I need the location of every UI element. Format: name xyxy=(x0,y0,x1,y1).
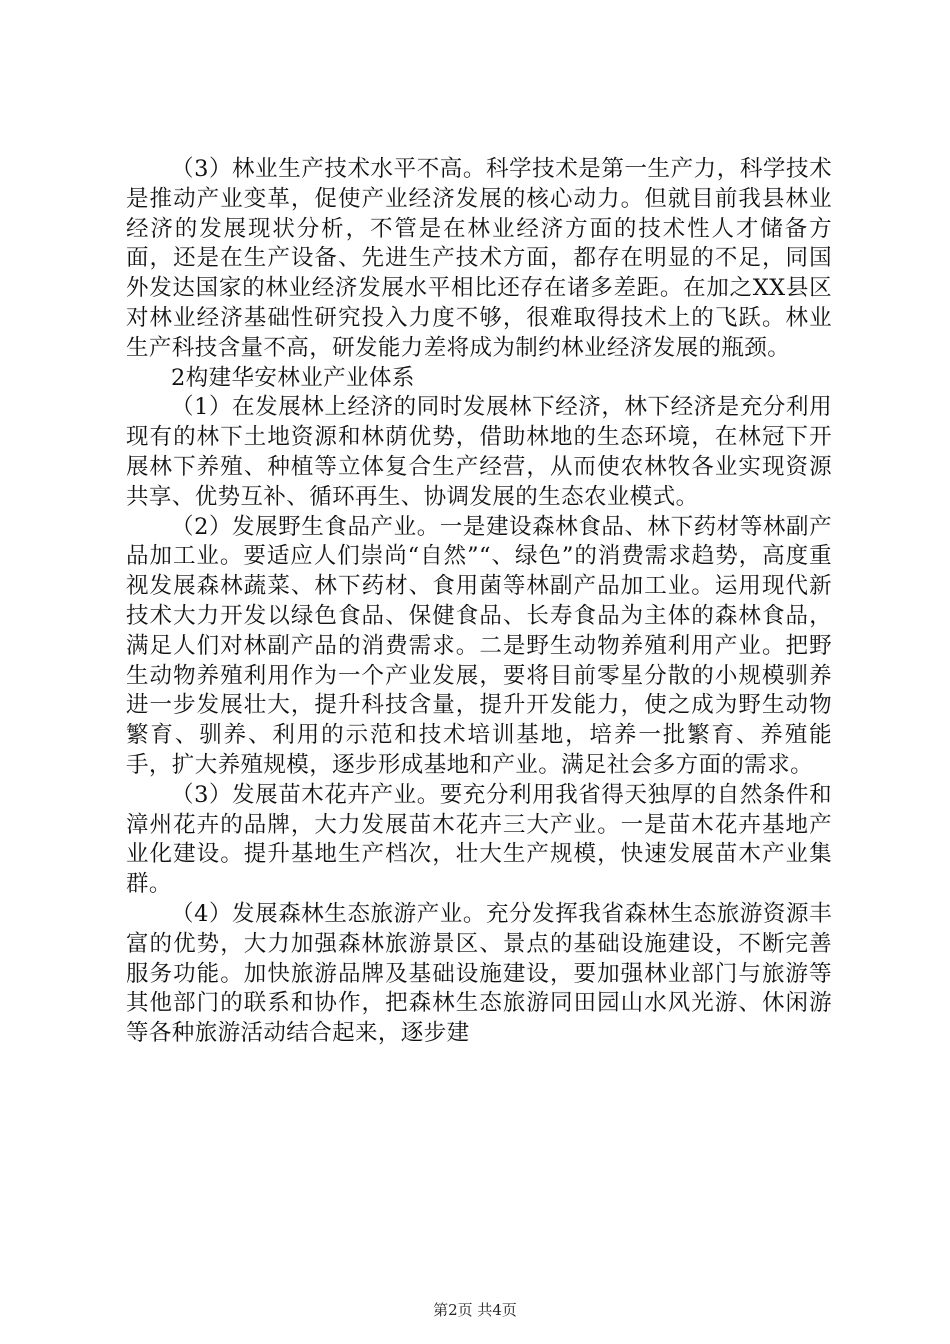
document-body xyxy=(126,155,832,1049)
section-heading-industry-system: 2构建华安林业产业体系 xyxy=(171,364,415,391)
paragraph-nursery-flower-industry: （3）发展苗木花卉产业。要充分利用我省得天独厚的自然条件和漳州花卉的品牌，大力发展苗木花卉三大产业。一是苗木花卉基地产业化建设。提升基地生产档次，壮大生产规模，快速发展苗木产业集群。 xyxy=(126,781,832,898)
paragraph-wild-food-industry: （2）发展野生食品产业。一是建设森林食品、林下药材等林副产品加工业。要适应人们崇尚“自然”“、绿色”的消费需求趋势，高度重视发展森林蔬菜、林下药材、食用菌等林副产品加工业。运用现代新技术大力开发以绿色食品、保健食品、长寿食品为主体的森林食品，满足人们对林副产品的消费需求。二是野生动物养殖利用产业。把野生动物养殖利用作为一个产业发展，要将目前零星分散的小规模驯养进一步发展壮大，提升科技含量，提升开发能力，使之成为野生动物繁育、驯养、利用的示范和技术培训基地，培养一批繁育、养殖能手，扩大养殖规模，逐步形成基地和产业。满足社会多方面的需求。 xyxy=(126,513,832,778)
paragraph-tech-level: （3）林业生产技术水平不高。科学技术是第一生产力，科学技术是推动产业变革，促使产业经济发展的核心动力。但就目前我县林业经济的发展现状分析，不管是在林业经济方面的技术性人才储备方面，还是在生产设备、先进生产技术方面，都存在明显的不足，同国外发达国家的林业经济发展水平相比还存在诸多差距。在加之XX县区对林业经济基础性研究投入力度不够，很难取得技术上的飞跃。林业生产科技含量不高，研发能力差将成为制约林业经济发展的瓶颈。 xyxy=(126,156,832,361)
page-footer: 第2页 共4页 xyxy=(433,1301,517,1319)
paragraph-forest-eco-tourism: （4）发展森林生态旅游产业。充分发挥我省森林生态旅游资源丰富的优势，大力加强森林旅游景区、景点的基础设施建设，不断完善服务功能。加快旅游品牌及基础设施建设，要加强林业部门与旅游等其他部门的联系和协作，把森林生态旅游同田园山水风光游、休闲游等各种旅游活动结合起来，逐步建 xyxy=(126,900,832,1047)
paragraph-understory-economy: （1）在发展林上经济的同时发展林下经济，林下经济是充分利用现有的林下土地资源和林荫优势，借助林地的生态环境，在林冠下开展林下养殖、种植等立体复合生产经营，从而使农林牧各业实现资源共享、优势互补、循环再生、协调发展的生态农业模式。 xyxy=(126,394,832,510)
